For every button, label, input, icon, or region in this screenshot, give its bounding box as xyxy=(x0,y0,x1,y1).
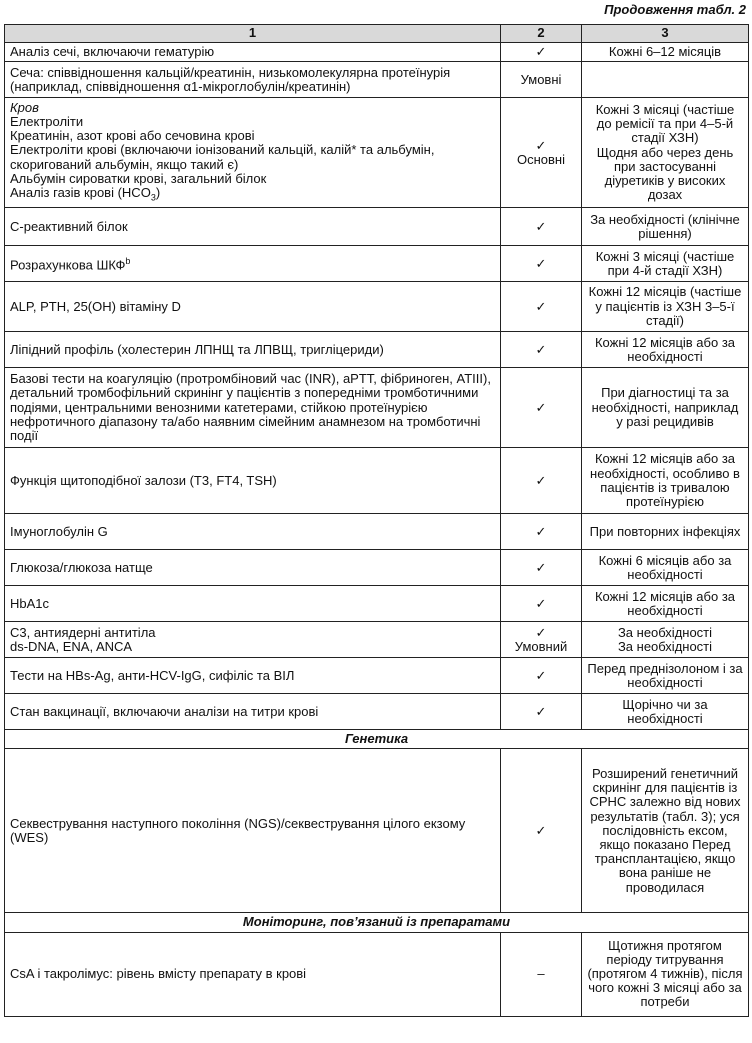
table-row xyxy=(5,332,749,368)
test-name-line: C3, антиядерні антитіла xyxy=(10,624,156,640)
indication-label: Основні xyxy=(517,151,565,167)
blood-gas-subscript: 3 xyxy=(150,192,156,203)
table-row xyxy=(5,448,749,514)
test-name: ALP, PTH, 25(OH) вітаміну D xyxy=(5,282,501,332)
frequency xyxy=(582,98,749,208)
indication: Умовні xyxy=(501,62,582,98)
table-row xyxy=(5,282,749,332)
table-row xyxy=(5,368,749,448)
test-name: CsA і такролімус: рівень вмісту препарату в крові xyxy=(5,932,501,1016)
frequency-line: За необхідності xyxy=(617,624,713,640)
test-name: Секвестрування наступного покоління (NGS)/секвестрування цілого екзому (WES) xyxy=(5,749,501,913)
check-mark: ✓ xyxy=(501,586,582,622)
table-row xyxy=(5,622,749,658)
table-row xyxy=(5,62,749,98)
check-mark: ✓ xyxy=(501,448,582,514)
section-row xyxy=(5,730,749,749)
blood-heading: Кров xyxy=(10,99,39,115)
column-header-1: 1 xyxy=(5,25,501,43)
table-row xyxy=(5,550,749,586)
table-row xyxy=(5,98,749,208)
check-mark: ✓ xyxy=(501,694,582,730)
frequency: Кожні 3 місяці (частіше при 4-й стадії ХЗН) xyxy=(582,246,749,282)
frequency: Кожні 12 місяців або за необхідності, особливо в пацієнтів із тривалою протеїнурією xyxy=(582,448,749,514)
frequency: При діагностиці та за необхідності, наприклад у разі рецидивів xyxy=(582,368,749,448)
section-title-genetics: Генетика xyxy=(5,730,749,749)
table-row xyxy=(5,658,749,694)
check-mark: ✓ xyxy=(501,658,582,694)
frequency: Кожні 12 місяців або за необхідності xyxy=(582,332,749,368)
check-mark: ✓ xyxy=(501,43,582,62)
frequency: Кожні 6–12 місяців xyxy=(582,43,749,62)
test-name xyxy=(5,246,501,282)
test-name: Стан вакцинації, включаючи аналізи на титри крові xyxy=(5,694,501,730)
blood-test-line: Електроліти xyxy=(10,113,84,129)
check-mark: ✓ xyxy=(501,550,582,586)
frequency: За необхідності (клінічне рішення) xyxy=(582,208,749,246)
check-mark: ✓ xyxy=(501,282,582,332)
test-name: Базові тести на коагуляцію (протромбіновий час (INR), aPTT, фібриноген, ATIII), детальний тромбофільний скринінг у пацієнтів з попередніми тромботичними подіями, центральними венозними катетерами, стійкою протеїнурією нефротичного діапазону та/або наявним сімейним анамнезом на тромботичні події xyxy=(5,368,501,448)
blood-test-line: Альбумін сироватки крові, загальний білок xyxy=(10,170,267,186)
check-mark: ✓ xyxy=(501,246,582,282)
table-row xyxy=(5,246,749,282)
test-name: Сеча: співвідношення кальцій/креатинін, низькомолекулярна протеїнурія (наприклад, співвідношення α1-мікроглобулін/креатинін) xyxy=(5,62,501,98)
blood-test-line: Електроліти крові (включаючи іонізований кальцій, калій* та альбумін, скоригований альбумін, якщо такий є) xyxy=(10,142,435,172)
test-name: Функція щитоподібної залози (T3, FT4, TSH) xyxy=(5,448,501,514)
section-title-drug-monitoring: Моніторинг, пов’язаний із препаратами xyxy=(5,913,749,932)
table-row xyxy=(5,694,749,730)
blood-test-line: Креатинін, азот крові або сечовина крові xyxy=(10,128,255,144)
blood-gas-line xyxy=(10,186,495,205)
section-row xyxy=(5,913,749,932)
check-mark: ✓ xyxy=(501,332,582,368)
test-name-text: Розрахункова ШКФ xyxy=(10,257,126,273)
test-name xyxy=(5,622,501,658)
test-name: Тести на HBs-Ag, анти-HCV-IgG, сифіліс та ВІЛ xyxy=(5,658,501,694)
table-row xyxy=(5,932,749,1016)
frequency: Кожні 12 місяців (частіше у пацієнтів із ХЗН 3–5-ї стадії) xyxy=(582,282,749,332)
frequency: При повторних інфекціях xyxy=(582,514,749,550)
table-row xyxy=(5,749,749,913)
test-name: С-реактивний білок xyxy=(5,208,501,246)
frequency: Розширений генетичний скринінг для пацієнтів із СРНС залежно від нових результатів (табл. 3); уся послідовність ексом, якщо показано Перед трансплантацією, якщо вона раніше не проводилася xyxy=(582,749,749,913)
blood-gas-text: Аналіз газів крові (HCO xyxy=(10,184,151,200)
indication-label: Умовний xyxy=(514,638,568,654)
check-mark: ✓ xyxy=(501,368,582,448)
indication xyxy=(501,98,582,208)
frequency: Кожні 12 місяців або за необхідності xyxy=(582,586,749,622)
frequency: Перед преднізолоном і за необхідності xyxy=(582,658,749,694)
frequency-line: Кожні 3 місяці (частіше до ремісії та при 4–5-й стадії ХЗН) xyxy=(595,101,735,146)
test-name: Аналіз сечі, включаючи гематурію xyxy=(5,43,501,62)
frequency: Щорічно чи за необхідності xyxy=(582,694,749,730)
frequency: Кожні 6 місяців або за необхідності xyxy=(582,550,749,586)
frequency: Щотижня протягом періоду титрування (протягом 4 тижнів), після чого кожні 3 місяці або за потреби xyxy=(582,932,749,1016)
blood-gas-end: ) xyxy=(155,184,161,200)
frequency-line: За необхідності xyxy=(617,638,713,654)
table-row xyxy=(5,514,749,550)
frequency xyxy=(582,622,749,658)
table-row xyxy=(5,43,749,62)
indication: – xyxy=(501,932,582,1016)
frequency-line: Щодня або через день при застосуванні діуретиків у високих дозах xyxy=(596,144,734,203)
footnote-marker: b xyxy=(125,256,131,267)
test-name xyxy=(5,98,501,208)
monitoring-table xyxy=(4,24,749,1017)
test-name: HbA1c xyxy=(5,586,501,622)
frequency xyxy=(582,62,749,98)
table-row xyxy=(5,586,749,622)
test-name-line: ds-DNA, ENA, ANCA xyxy=(10,638,133,654)
check-mark: ✓ xyxy=(501,514,582,550)
check-mark: ✓ xyxy=(535,137,547,153)
test-name: Глюкоза/глюкоза натще xyxy=(5,550,501,586)
indication xyxy=(501,622,582,658)
test-name: Імуноглобулін G xyxy=(5,514,501,550)
column-header-2: 2 xyxy=(501,25,582,43)
check-mark: ✓ xyxy=(501,208,582,246)
table-row xyxy=(5,208,749,246)
table-header-row xyxy=(5,25,749,43)
table-caption: Продовження табл. 2 xyxy=(604,2,746,17)
check-mark: ✓ xyxy=(501,749,582,913)
column-header-3: 3 xyxy=(582,25,749,43)
check-mark: ✓ xyxy=(535,624,547,640)
test-name: Ліпідний профіль (холестерин ЛПНЩ та ЛПВЩ, тригліцериди) xyxy=(5,332,501,368)
